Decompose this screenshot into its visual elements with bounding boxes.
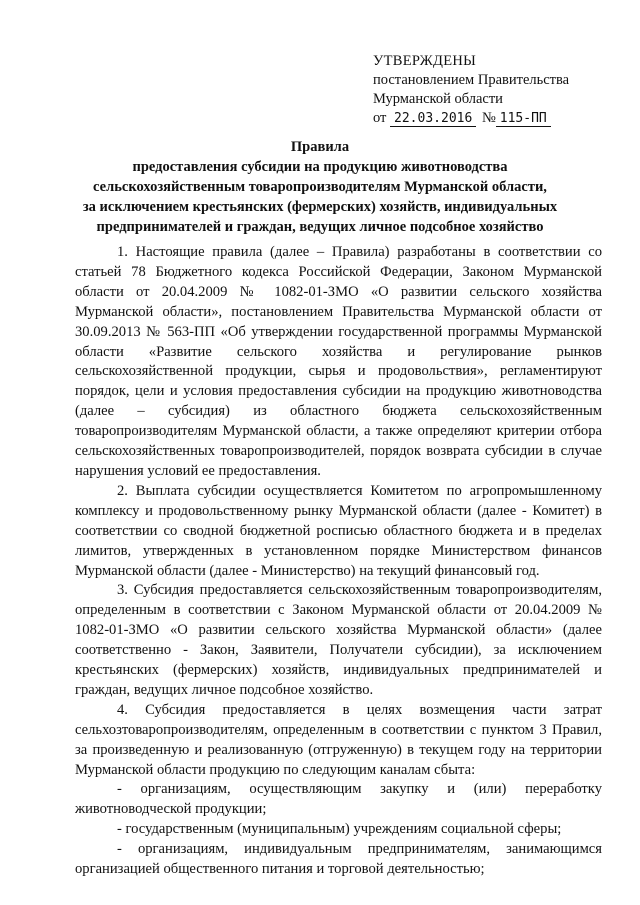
- title-line-5: предпринимателей и граждан, ведущих личное подсобное хозяйство: [96, 219, 544, 235]
- list-item-3: - организациям, индивидуальным предпринимателям, занимающимся организацией общественного питания и торговой деятельностью;: [75, 841, 602, 878]
- title-line-3: сельскохозяйственным товаропроизводителям Мурманской области,: [93, 179, 547, 195]
- document-title: [60, 137, 580, 237]
- document-body: [75, 243, 602, 880]
- paragraph-4: 4. Субсидия предоставляется в целях возмещения части затрат сельхозтоваропроизводителям, определенным в соответствии с пунктом 3 Правил, за произведенную и реализованную (отгруженную) в текущем году на территории Мурманской области продукцию по следующим каналам сбыта:: [75, 701, 602, 778]
- approval-stamp-block: [373, 52, 603, 128]
- list-item-1: - организациям, осуществляющим закупку и (или) переработку животноводческой продукции;: [75, 781, 602, 818]
- approval-from-label: от: [373, 110, 387, 126]
- approval-line-2: Мурманской области: [373, 91, 503, 107]
- list-item-2: - государственным (муниципальным) учреждениям социальной сферы;: [117, 821, 562, 838]
- paragraph-3: 3. Субсидия предоставляется сельскохозяйственным товаропроизводителям, определенным в соответствии с Законом Мурманской области от 20.04.2009 № 1082-01-ЗМО «О развитии сельского хозяйства Мурманской области» (далее соответственно - Закон, Заявители, Получатели субсидии), за исключением крестьянских (фермерских) хозяйств, индивидуальных предпринимателей и граждан, ведущих личное подсобное хозяйство.: [75, 582, 602, 698]
- approval-number-sign: №: [481, 110, 496, 126]
- paragraph-2: 2. Выплата субсидии осуществляется Комитетом по агропромышленному комплексу и продовольственному рынку Мурманской области (далее - Комитет) в соответствии со сводной бюджетной росписью областного бюджета и в пределах лимитов, утвержденных в установленном порядке Министерством финансов Мурманской области (далее - Министерство) на текущий финансовый год.: [75, 482, 602, 579]
- approval-number: 115-ПП: [496, 111, 551, 127]
- approval-date: 22.03.2016: [390, 111, 476, 127]
- title-line-4: за исключением крестьянских (фермерских) хозяйств, индивидуальных: [82, 199, 558, 215]
- title-line-2: предоставления субсидии на продукцию животноводства: [132, 159, 508, 175]
- approval-date-line: [373, 109, 603, 128]
- paragraph-1: 1. Настоящие правила (далее – Правила) разработаны в соответствии со статьей 78 Бюджетного кодекса Российской Федерации, Законом Мурманской области от 20.04.2009 № 1082-01-ЗМО «О развитии сельского хозяйства Мурманской области», постановлением Правительства Мурманской области от 30.09.2013 № 563-ПП «Об утверждении государственной программы Мурманской области «Развитие сельского хозяйства и регулирование рынков сельскохозяйственной продукции, сырья и продовольствия», регламентируют порядок, цели и условия предоставления субсидии на продукцию животноводства (далее – субсидия) из областного бюджета сельскохозяйственным товаропроизводителям Мурманской области, а также определяют критерии отбора сельскохозяйственных товаропроизводителей, порядок возврата субсидии в случае нарушения условий ее предоставления.: [75, 244, 602, 479]
- approval-heading: УТВЕРЖДЕНЫ: [373, 53, 477, 69]
- title-line-1: Правила: [290, 139, 350, 155]
- approval-line-1: постановлением Правительства: [373, 72, 570, 88]
